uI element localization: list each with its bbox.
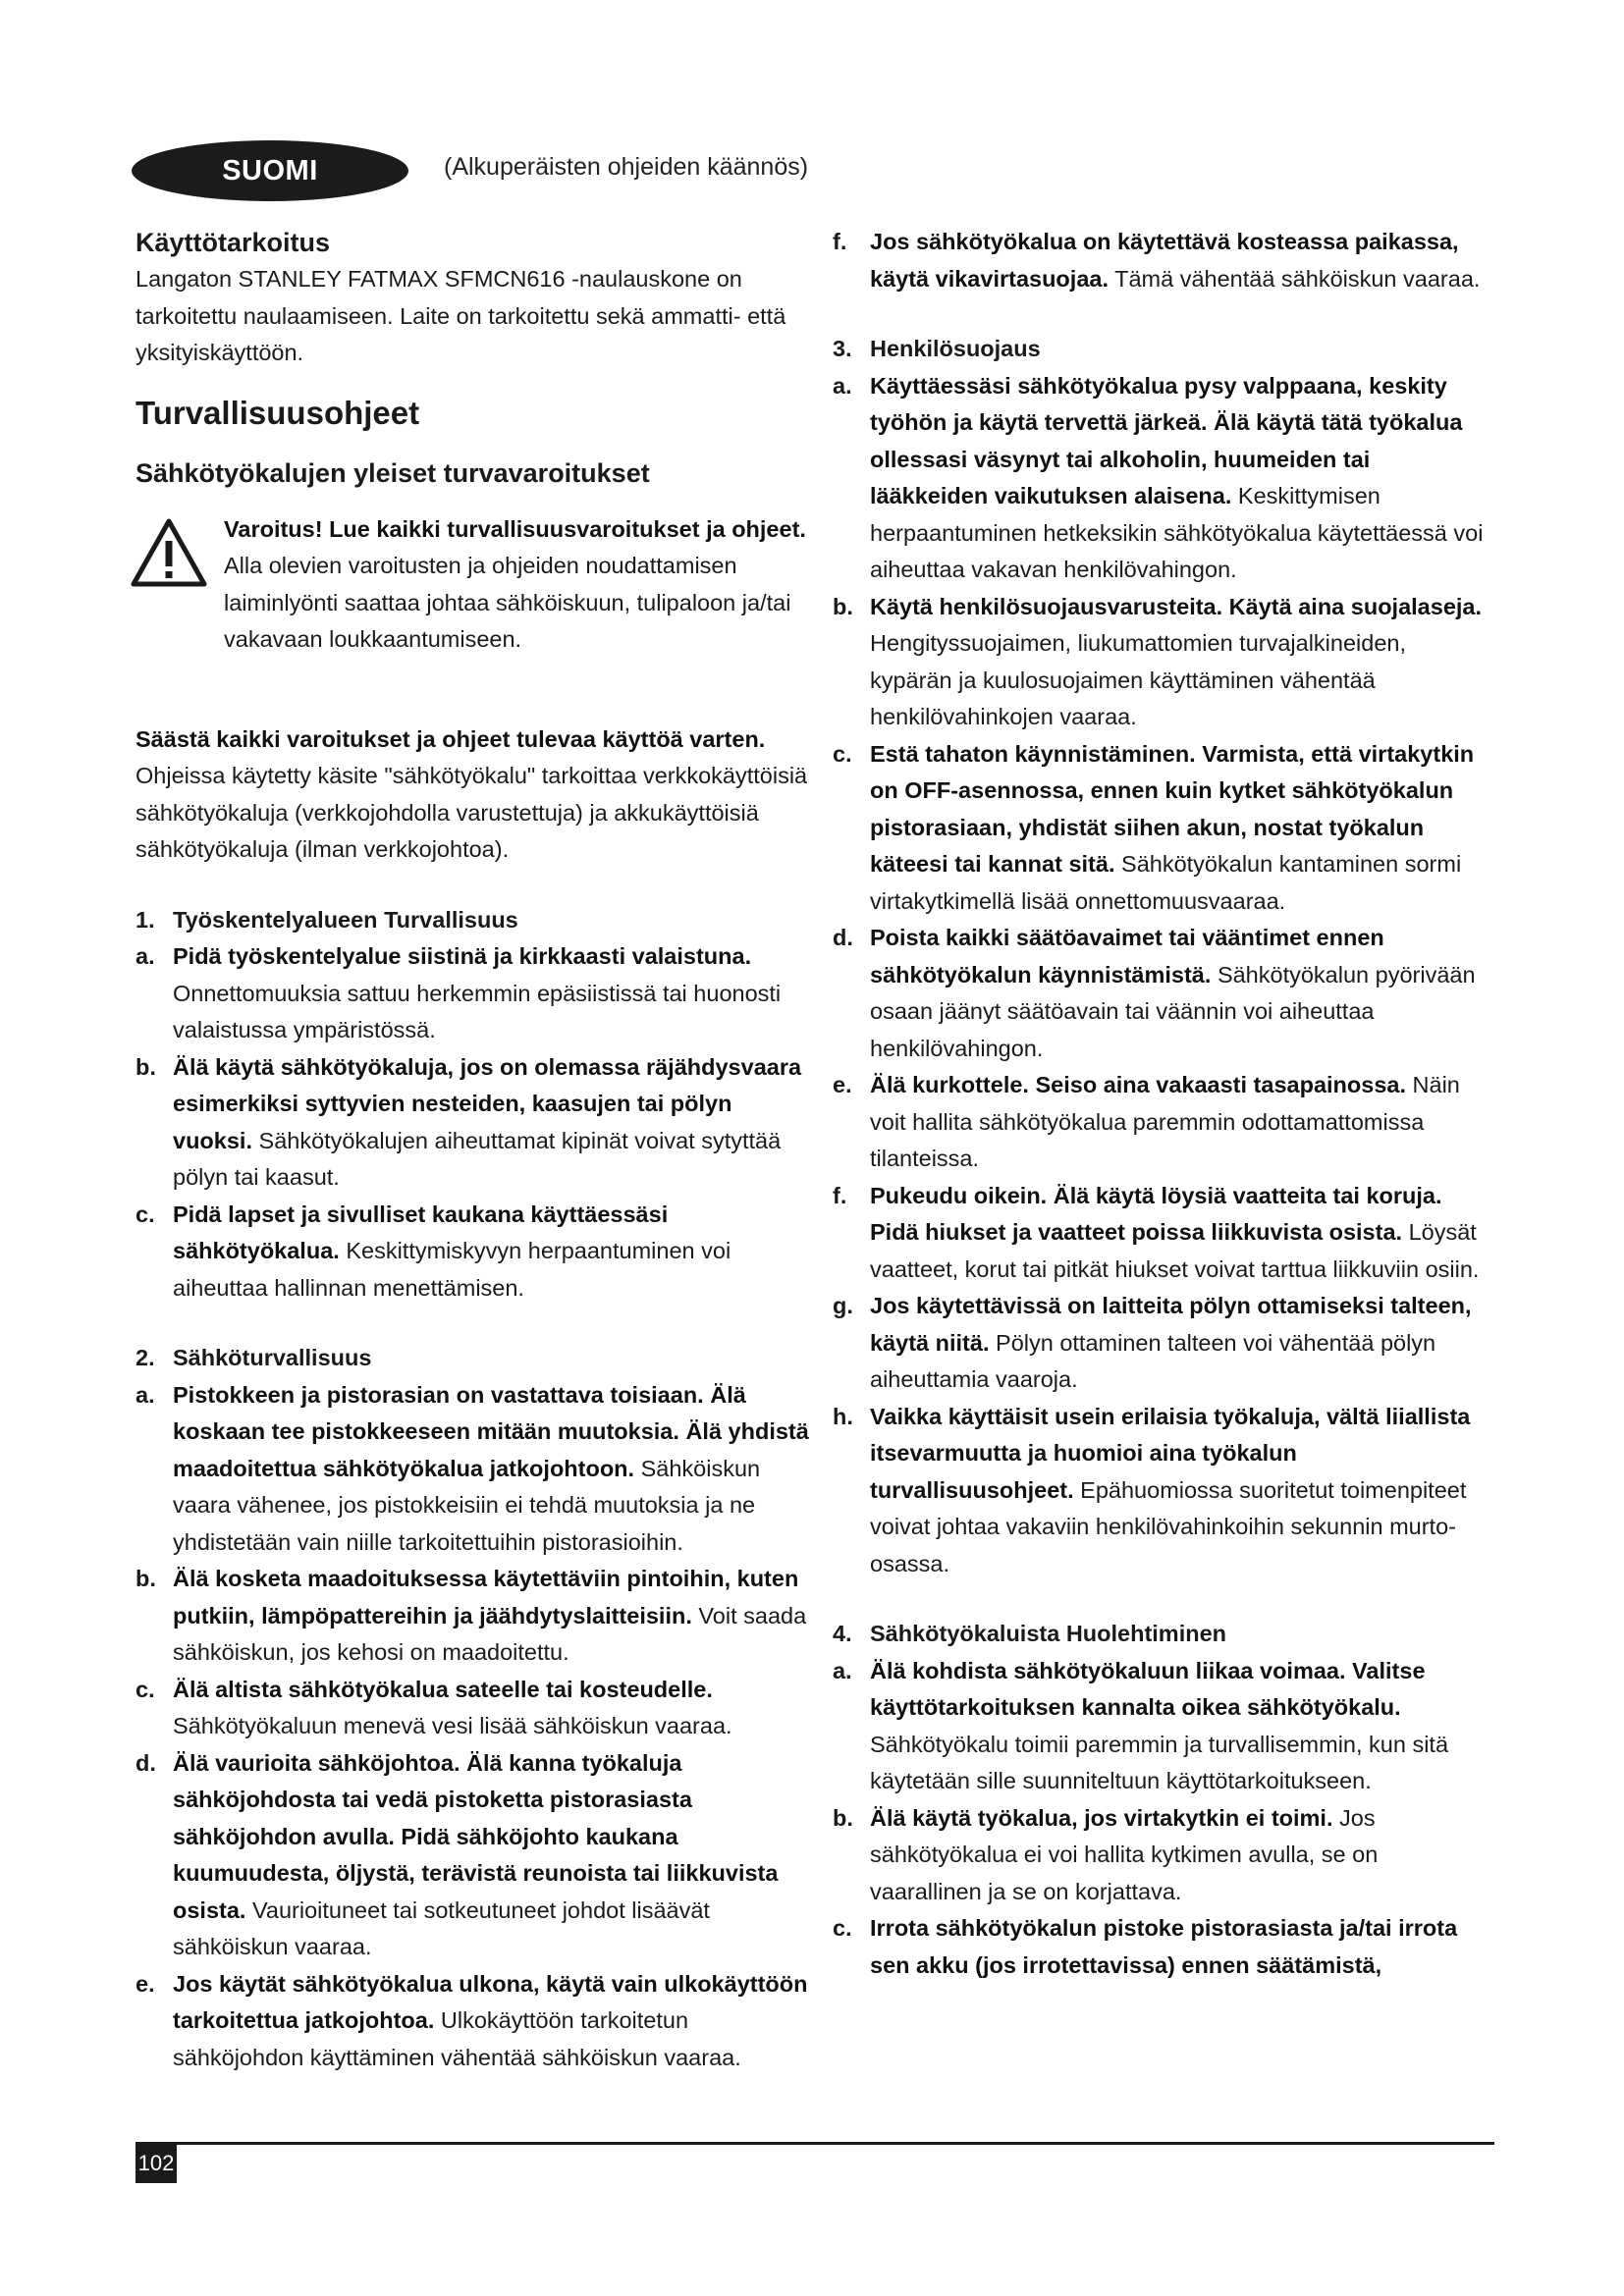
list-item: c. Älä altista sähkötyökalua sateelle tai kosteudelle. Sähkötyökaluun menevä vesi lisää sähköiskun vaaraa. bbox=[135, 1676, 732, 1738]
intended-use-heading: Käyttötarkoitus bbox=[135, 228, 331, 257]
translation-note: (Alkuperäisten ohjeiden käännös) bbox=[444, 153, 809, 181]
right-column bbox=[833, 224, 1490, 1984]
list-item: g. Jos käytettävissä on laitteita pölyn ottamiseksi talteen, käytä niitä. Pölyn ottaminen talteen voi vähentää pölyn aiheuttamia vaaroja. bbox=[833, 1293, 1472, 1392]
list-item: b. Älä käytä työkalua, jos virtakytkin ei toimi. Jos sähkötyökalua ei voi hallita kytkimen avulla, se on vaarallinen ja se on korjattava. bbox=[833, 1804, 1379, 1904]
intended-use-text: Langaton STANLEY FATMAX SFMCN616 -naulauskone on tarkoitettu naulaamiseen. Laite on tarkoitettu sekä ammatti- että yksityiskäyttöön. bbox=[135, 266, 786, 365]
list-item: a. Käyttäessäsi sähkötyökalua pysy valppaana, keskity työhön ja käytä tervettä järkeä. Älä käytä tätä työkalua ollessasi väsynyt tai alkoholin, huumeiden tai lääkkeiden vaikutuksen alaisena. Keskittymisen herpaantuminen hetkeksikin sähkötyökalua käytettäessä voi aiheuttaa vakavan henkilövahingon. bbox=[833, 372, 1484, 582]
list-item: b. Älä käytä sähkötyökaluja, jos on olemassa räjähdysvaara esimerkiksi syttyvien nesteiden, kaasujen tai pölyn vuoksi. Sähkötyökalujen aiheuttamat kipinät voivat sytyttää pölyn tai kaasut. bbox=[135, 1053, 802, 1190]
list-item: f. Jos sähkötyökalua on käytettävä kosteassa paikassa, käytä vikavirtasuojaa. Tämä vähentää sähköiskun vaaraa. bbox=[833, 229, 1481, 292]
list-item: e. Älä kurkottele. Seiso aina vakaasti tasapainossa. Näin voit hallita sähkötyökalua paremmin odottamattomissa tilanteissa. bbox=[833, 1072, 1460, 1171]
warning-triangle-icon bbox=[130, 517, 208, 588]
footer-divider bbox=[135, 2142, 1494, 2145]
list-item: h. Vaikka käyttäisit usein erilaisia työkaluja, vältä liiallista itsevarmuutta ja huomioi aina työkalun turvallisuusohjeet. Epähuomiossa suoritetut toimenpiteet voivat johtaa vakaviin henkilövahinkoihin sekunnin murto-osassa. bbox=[833, 1403, 1471, 1576]
warning-block bbox=[135, 511, 813, 688]
section-1-title: 1. Työskentelyalueen Turvallisuus bbox=[135, 906, 518, 933]
section-2-title: 2. Sähköturvallisuus bbox=[135, 1345, 372, 1370]
safety-heading: Turvallisuusohjeet bbox=[135, 394, 420, 431]
list-item: d. Älä vaurioita sähköjohtoa. Älä kanna työkaluja sähköjohdosta tai vedä pistoketta pistorasiasta sähköjohdon avulla. Pidä sähköjohto kaukana kuumuudesta, öljystä, terävistä reunoista tai liikkuvista osista. Vaurioituneet tai sotkeutuneet johdot lisäävät sähköiskun vaaraa. bbox=[135, 1749, 779, 1959]
section-4-title: 4. Sähkötyökaluista Huolehtiminen bbox=[833, 1621, 1227, 1646]
list-item: e. Jos käytät sähkötyökalua ulkona, käytä vain ulkokäyttöön tarkoitettua jatkojohtoa. Ulkokäyttöön tarkoitetun sähköjohdon käyttäminen vähentää sähköiskun vaaraa. bbox=[135, 1970, 808, 2070]
list-item: b. Älä kosketa maadoituksessa käytettäviin pintoihin, kuten putkiin, lämpöpattereihin ja jäähdytyslaitteisiin. Voit saada sähköiskun, jos kehosi on maadoitettu. bbox=[135, 1566, 807, 1665]
warning-text: Alla olevien varoitusten ja ohjeiden noudattamisen laiminlyönti saattaa johtaa sähköiskuun, tulipaloon ja/tai vakavaan loukkaantumiseen. bbox=[224, 553, 791, 652]
list-item: d. Poista kaikki säätöavaimet tai vääntimet ennen sähkötyökalun käynnistämistä. Sähkötyökalun pyörivään osaan jäänyt säätöavain tai väännin voi aiheuttaa henkilövahingon. bbox=[833, 925, 1476, 1061]
list-item: a. Älä kohdista sähkötyökaluun liikaa voimaa. Valitse käyttötarkoituksen kannalta oikea sähkötyökalu. Sähkötyökalu toimii paremmin ja turvallisemmin, kun sitä käytetään sille suunniteltuun käyttötarkoitukseen. bbox=[833, 1657, 1449, 1793]
list-item: a. Pistokkeen ja pistorasian on vastattava toisiaan. Älä koskaan tee pistokkeeseen mitään muutoksia. Älä yhdistä maadoitettua sähkötyökalua jatkojohtoon. Sähköiskun vaara vähenee, jos pistokkeisiin ei tehdä muutoksia ja ne yhdistetään vain niille tarkoitettuihin pistorasioihin. bbox=[135, 1381, 809, 1555]
save-instructions-bold: Säästä kaikki varoitukset ja ohjeet tulevaa käyttöä varten. bbox=[135, 725, 766, 752]
list-item: c. Estä tahaton käynnistäminen. Varmista, että virtakytkin on OFF-asennossa, ennen kuin kytket sähkötyökalun pistorasiaan, yhdistät siihen akun, nostat työkalun käteesi tai kannat sitä. Sähkötyökalun kantaminen sormi virtakytkimellä lisää onnettomuusvaaraa. bbox=[833, 740, 1475, 914]
list-item: c. Pidä lapset ja sivulliset kaukana käyttäessäsi sähkötyökalua. Keskittymiskyvyn herpaantuminen voi aiheuttaa hallinnan menettämisen. bbox=[135, 1201, 731, 1301]
language-badge: SUOMI bbox=[132, 140, 408, 201]
list-item: c. Irrota sähkötyökalun pistoke pistorasiasta ja/tai irrota sen akku (jos irrotettavissa) ennen säätämistä, bbox=[833, 1915, 1458, 1978]
save-instructions-text: Ohjeissa käytetty käsite "sähkötyökalu" tarkoittaa verkkokäyttöisiä sähkötyökaluja (verkkojohdolla varustettuja) ja akkukäyttöisiä sähkötyökaluja (ilman verkkojohtoa). bbox=[135, 763, 808, 862]
left-column bbox=[135, 224, 813, 2076]
list-item: a. Pidä työskentelyalue siistinä ja kirkkaasti valaistuna. Onnettomuuksia sattuu herkemmin epäsiistissä tai huonosti valaistussa ympäristössä. bbox=[135, 943, 782, 1042]
warning-bold: Varoitus! Lue kaikki turvallisuusvaroitukset ja ohjeet. bbox=[224, 515, 806, 542]
page-number: 102 bbox=[135, 2144, 177, 2183]
list-item: f. Pukeudu oikein. Älä käytä löysiä vaatteita tai koruja. Pidä hiukset ja vaatteet poissa liikkuvista osista. Löysät vaatteet, korut tai pitkät hiukset voivat tarttua liikkuviin osiin. bbox=[833, 1182, 1480, 1282]
safety-subheading: Sähkötyökalujen yleiset turvavaroitukset bbox=[135, 457, 650, 488]
list-item: b. Käytä henkilösuojausvarusteita. Käytä aina suojalaseja. Hengityssuojaimen, liukumattomien turvajalkineiden, kypärän ja kuulosuojaimen käyttäminen vähentää henkilövahinkojen vaaraa. bbox=[833, 593, 1483, 729]
section-3-title: 3. Henkilösuojaus bbox=[833, 336, 1041, 361]
